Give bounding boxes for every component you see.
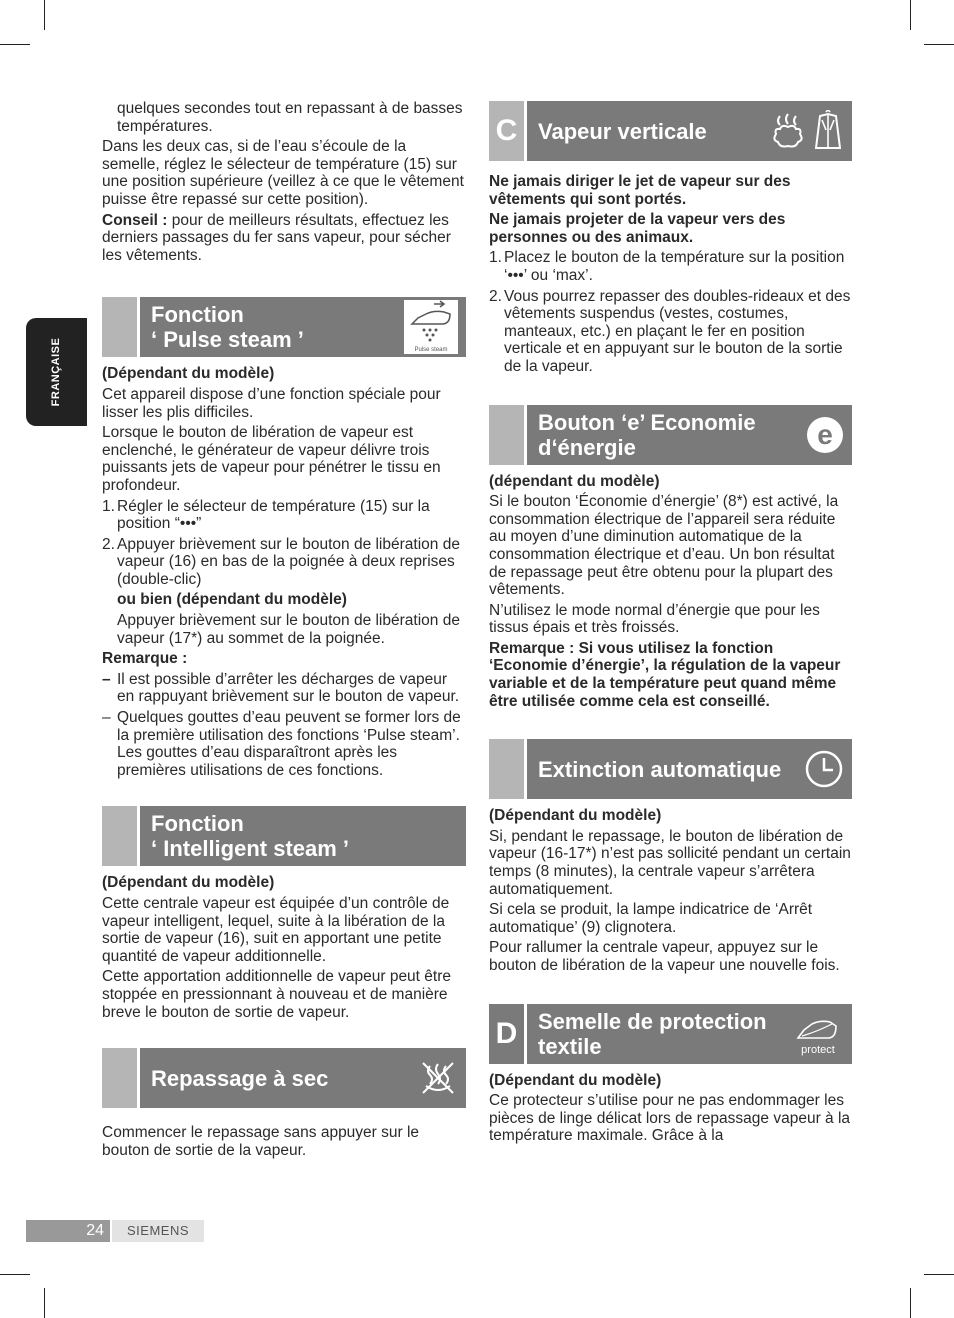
warning: Ne jamais diriger le jet de vapeur sur des vêtements qui sont portés. [489, 173, 791, 208]
warning: Ne jamais projeter de la vapeur vers des personnes ou des animaux. [489, 211, 786, 246]
intelligent-steam-title [140, 811, 466, 861]
crop-mark [44, 0, 45, 30]
title-line: d‘énergie [538, 434, 636, 460]
model-note: (Dépendant du modèle) [489, 807, 662, 825]
vertical-steam-title: Vapeur verticale [538, 118, 707, 144]
paragraph: Cette centrale vapeur est équipée d’un contrôle de vapeur intelligent, lequel, suite à la libération de la sortie de vapeur (16), suit en apportant une petite quantité de vapeur additionnelle. [102, 895, 450, 965]
crop-mark [924, 44, 954, 45]
list-item [489, 288, 852, 376]
paragraph: Si cela se produit, la lampe indicatrice de ‘Arrêt automatique’ (9) clignotera. [489, 901, 813, 936]
pulse-steam-header [102, 297, 466, 357]
no-steam-icon [418, 1058, 458, 1098]
list-number: 2. [489, 287, 502, 305]
protect-icon-label: protect [801, 1043, 835, 1056]
model-note: (Dépendant du modèle) [489, 1071, 662, 1089]
model-note: (dépendant du modèle) [489, 472, 660, 490]
crop-mark [910, 0, 911, 30]
note-label: Remarque : [102, 650, 188, 668]
protect-title [527, 1009, 792, 1059]
paragraph: Si le bouton ‘Économie d’énergie’ (8*) est activé, la consommation électrique de l’appareil sera réduite au moyen d’une diminution automatique de la consommation électrique et d’eau. Un bon résultat de repassage peut être obtenu pour la plupart des vêtements. [489, 493, 839, 599]
paragraph: Si, pendant le repassage, le bouton de libération de vapeur (16-17*) n’est pas sollicité pendant un certain temps (8 minutes), la centrale vapeur s’arrêtera automatiquement. [489, 827, 851, 898]
model-note: (Dépendant du modèle) [102, 365, 275, 383]
dry-ironing-header [102, 1048, 466, 1108]
language-tab [26, 318, 87, 426]
eco-title [527, 410, 806, 460]
paragraph: N’utilisez le mode normal d’énergie que pour les tissus épais et très froissés. [489, 601, 820, 637]
list-item [102, 536, 466, 589]
tip-paragraph [102, 212, 466, 265]
dry-ironing-title: Repassage à sec [151, 1065, 329, 1091]
paragraph: Commencer le repassage sans appuyer sur le bouton de sortie de la vapeur. [102, 1124, 420, 1159]
alternative-label: ou bien (dépendant du modèle) [117, 591, 347, 609]
title-line: Bouton ‘e’ Economie [538, 409, 756, 435]
auto-off-title: Extinction automatique [538, 756, 782, 782]
tip-label: Conseil : [102, 211, 168, 229]
header-tab [102, 1048, 140, 1108]
page-number: 24 [26, 1220, 110, 1242]
list-number: 1. [489, 249, 502, 267]
crop-mark [44, 1288, 45, 1318]
crop-mark [0, 1274, 30, 1275]
pulse-steam-title [140, 302, 404, 352]
section-tab-c: C [489, 101, 527, 161]
paragraph: Ce protecteur s’utilise pour ne pas endommager les pièces de linge délicat lors de repassage vapeur à la température maximale. Grâce à la [489, 1092, 851, 1145]
list-item [102, 671, 466, 706]
list-item [102, 709, 466, 779]
tip-text: pour de meilleurs résultats, effectuez les derniers passages du fer sans vapeur, pour sécher les vêtements. [102, 211, 451, 264]
crop-mark [0, 44, 30, 45]
eco-e-icon [806, 416, 844, 454]
intro-continued: quelques secondes tout en repassant à de basses températures. [117, 100, 463, 135]
list-text: Appuyer brièvement sur le bouton de libération de vapeur (16) en bas de la poignée à deux reprises (double-clic) [117, 535, 460, 588]
list-item [489, 249, 852, 284]
title-line: ‘ Pulse steam ’ [151, 327, 304, 353]
list-text: Régler le sélecteur de température (15) sur la position “•••” [117, 497, 430, 533]
header-tab [102, 297, 140, 357]
list-dash: – [102, 709, 111, 727]
brand-label: SIEMENS [112, 1220, 204, 1242]
pulse-steam-icon-label: Pulse steam [414, 347, 448, 354]
eco-header [489, 405, 852, 465]
header-tab [489, 739, 527, 799]
right-column [489, 101, 852, 1148]
list-text: Il est possible d’arrêter les décharges de vapeur en rappuyant brièvement sur le bouton de vapeur. [117, 670, 460, 706]
list-text: Placez le bouton de la température sur la position ‘•••’ ou ‘max’. [504, 249, 845, 284]
pulse-steam-icon [404, 300, 458, 354]
crop-mark [910, 1288, 911, 1318]
paragraph: Lorsque le bouton de libération de vapeur est enclenché, le générateur de vapeur délivre trois puissants jets de vapeur pour pénétrer le tissu en profondeur. [102, 424, 441, 494]
page-footer [26, 1220, 204, 1242]
header-tab [102, 806, 140, 866]
clock-icon [804, 749, 844, 789]
title-line: ‘ Intelligent steam ’ [151, 836, 350, 862]
title-line: Fonction [151, 811, 244, 837]
eco-icon-letter: e [817, 418, 833, 450]
list-text: Quelques gouttes d’eau peuvent se former lors de la première utilisation des fonctions ‘Pulse steam’. Les gouttes d’eau disparaîtront après les premières utilisations de ces fonctions. [117, 709, 461, 779]
crop-mark [924, 1274, 954, 1275]
intro-paragraph: Dans les deux cas, si de l’eau s’écoule de la semelle, réglez le sélecteur de température (15) sur une position supérieure (veillez à ce que le vêtement puisse être repassé sur cette position). [102, 138, 464, 208]
title-line: Semelle de protection [538, 1008, 767, 1034]
paragraph: Cet appareil dispose d’une fonction spéciale pour lisser les plis difficiles. [102, 385, 441, 421]
list-dash: – [102, 670, 111, 688]
left-column [102, 100, 466, 1162]
vertical-steam-header [489, 101, 852, 161]
model-note: (Dépendant du modèle) [102, 874, 275, 892]
list-item [102, 498, 466, 533]
language-label: FRANÇAISE [50, 337, 62, 407]
paragraph: Cette apportation additionnelle de vapeur peut être stoppée en pressionnant à nouveau et de manière breve le bouton de sortie de vapeur. [102, 968, 451, 1021]
list-number: 1. [102, 497, 115, 515]
vertical-steam-icon [770, 110, 844, 152]
list-number: 2. [102, 535, 115, 553]
title-line: textile [538, 1033, 602, 1059]
section-tab-d: D [489, 1004, 527, 1064]
protect-icon [792, 1012, 844, 1056]
alternative-text: Appuyer brièvement sur le bouton de libération de vapeur (17*) au sommet de la poignée. [117, 612, 460, 647]
auto-off-header [489, 739, 852, 799]
remark: Remarque : Si vous utilisez la fonction ‘Economie d’énergie’, la régulation de la vapeur variable et de la température peut quand même être utilisée comme cela est conseillé. [489, 639, 841, 710]
header-tab [489, 405, 527, 465]
paragraph: Pour rallumer la centrale vapeur, appuyez sur le bouton de libération de la vapeur une nouvelle fois. [489, 939, 840, 974]
list-text: Vous pourrez repasser des doubles-rideaux et des vêtements suspendus (vestes, costumes, manteaux, etc.) en plaçant le fer en position verticale et en appuyant sur le bouton de la sortie de la vapeur. [504, 287, 851, 375]
title-line: Fonction [151, 302, 244, 328]
protect-header [489, 1004, 852, 1064]
intelligent-steam-header [102, 806, 466, 866]
